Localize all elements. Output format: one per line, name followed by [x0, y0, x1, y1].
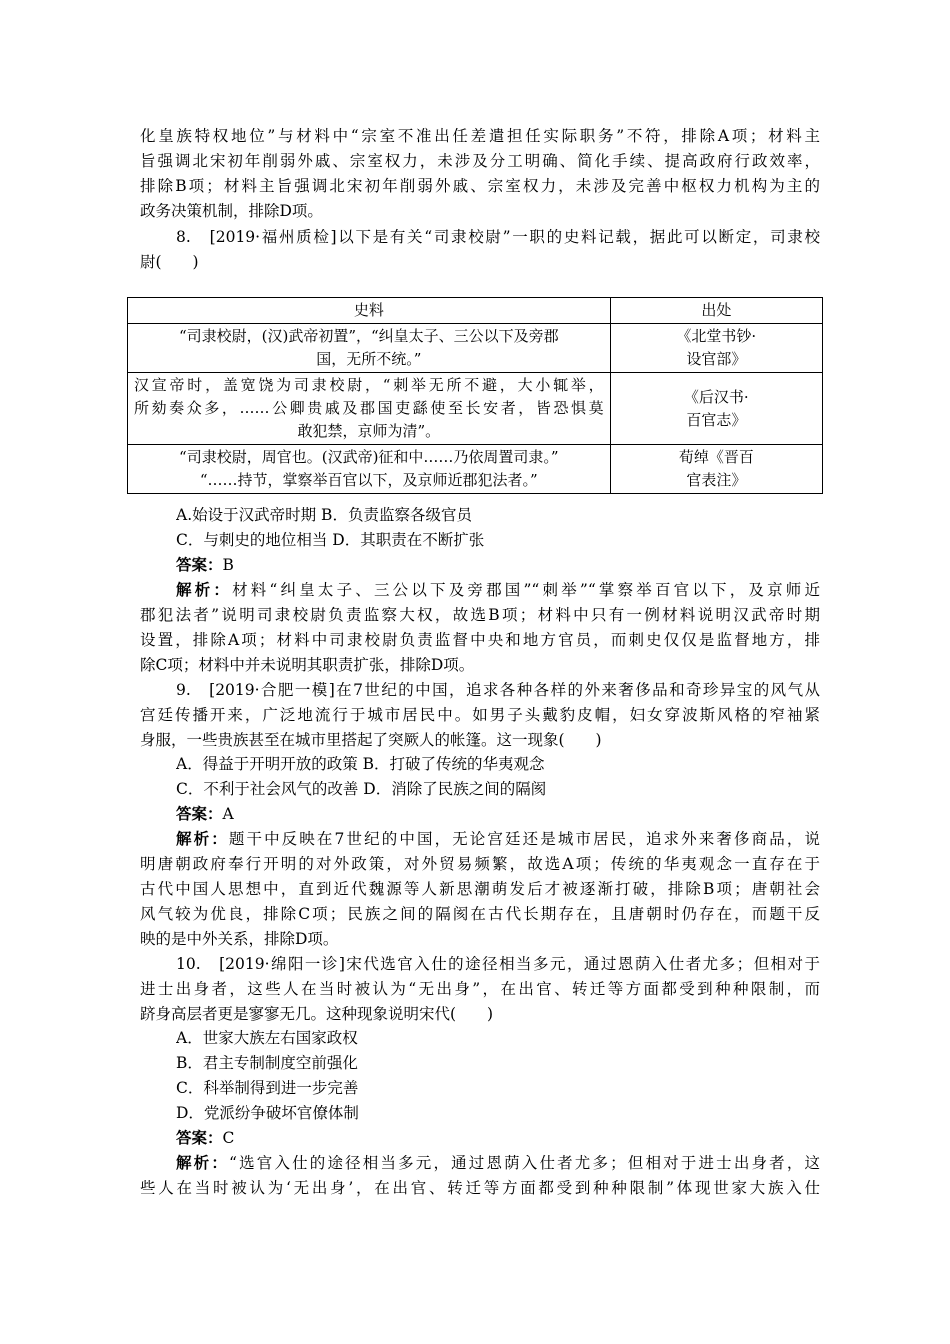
- answer-line: [176, 553, 856, 577]
- explanation-line: 古代中国人思想中，直到近代魏源等人新思潮萌发后才被逐渐打破，排除B项；唐朝社会: [140, 880, 820, 898]
- cell-text: 百官志》: [686, 410, 747, 429]
- question-10-stem: 跻身高层者更是寥寥无几。这种现象说明宋代( ): [140, 1005, 494, 1023]
- text-line: 政务决策机制，排除D项。: [140, 202, 323, 220]
- answer-value: A: [222, 805, 234, 823]
- cell-text: 所劾奏众多，……公卿贵戚及郡国吏繇使至长安者，皆恐惧莫: [134, 399, 604, 417]
- table-header: 出处: [610, 298, 822, 324]
- explanation-label: 解析：: [176, 580, 233, 599]
- table-cell: [128, 324, 611, 373]
- option-line: C．与刺史的地位相当 D．其职责在不断扩张: [176, 531, 485, 549]
- table-cell: [128, 373, 611, 445]
- question-9-stem: 9. [2019·合肥一模]在7世纪的中国，追求各种各样的外来奢侈品和奇珍异宝的风气从: [176, 681, 820, 699]
- explanation-text: “选官入仕的途径相当多元，通过恩荫入仕者尤多；但相对于进士出身者，这: [229, 1154, 820, 1172]
- table-cell: [610, 445, 822, 494]
- explanation-line: 郡犯法者”说明司隶校尉负责监察大权，故选B项；材料中只有一例材料说明汉武帝时期: [140, 606, 820, 624]
- explanation-line: 除C项；材料中并未说明其职责扩张，排除D项。: [140, 656, 475, 674]
- table-header: 史料: [128, 298, 611, 324]
- text-line: 排除B项；材料主旨强调北宋初年削弱外戚、宗室权力，未涉及完善中枢权力机构为主的: [140, 177, 820, 195]
- option-line: B．君主专制制度空前强化: [176, 1054, 358, 1072]
- answer-label: 答案：: [176, 1128, 223, 1147]
- explanation-line: [176, 578, 820, 602]
- option-line: C．不利于社会风气的改善 D．消除了民族之间的隔阂: [176, 780, 547, 798]
- question-9-stem: 宫廷传播开来，广泛地流行于城市居民中。如男子头戴豹皮帽，妇女穿波斯风格的窄袖紧: [140, 706, 820, 724]
- cell-text: 国，无所不统。”: [316, 350, 422, 368]
- cell-text: 设官部》: [686, 350, 747, 368]
- explanation-text: 题干中反映在7世纪的中国，无论宫廷还是城市居民，追求外来奢侈商品，说: [228, 830, 820, 848]
- table-row: [128, 445, 823, 494]
- table-row: [128, 373, 823, 445]
- option-line: C．科举制得到进一步完善: [176, 1079, 359, 1097]
- explanation-label: 解析：: [176, 1153, 230, 1172]
- explanation-line: 风气较为优良，排除C项；民族之间的隔阂在古代长期存在，且唐朝时仍存在，而题干反: [140, 905, 820, 923]
- cell-text: 敢犯禁，京师为清”。: [297, 422, 441, 440]
- cell-text: “司隶校尉，周官也。(汉武帝)征和中……乃依周置司隶。”: [179, 448, 559, 466]
- table-cell: [610, 373, 822, 445]
- explanation-line: [176, 827, 820, 851]
- cell-text: 荀绰《晋百: [678, 448, 754, 466]
- cell-text: 官表注》: [686, 471, 747, 489]
- table-row: [128, 324, 823, 373]
- cell-text: “司隶校尉，(汉)武帝初置”，“纠皇太子、三公以下及旁郡: [178, 327, 559, 345]
- cell-text: 《北堂书钞·: [676, 327, 757, 345]
- answer-line: [176, 1126, 856, 1150]
- table-cell: [128, 445, 611, 494]
- explanation-text: 材料“纠皇太子、三公以下及旁郡国”“刺举”“掌察举百官以下，及京师近: [232, 581, 820, 599]
- option-line: A.始设于汉武帝时期 B．负责监察各级官员: [176, 506, 472, 524]
- cell-text: 《后汉书·: [683, 387, 749, 406]
- answer-label: 答案：: [176, 804, 223, 823]
- question-8-stem: 尉( ): [140, 253, 199, 271]
- explanation-label: 解析：: [176, 829, 229, 848]
- cell-text: 汉宣帝时，盖宽饶为司隶校尉，“刺举无所不避，大小辄举，: [134, 376, 604, 394]
- answer-value: C: [222, 1129, 235, 1147]
- explanation-line: [176, 1151, 820, 1175]
- text-line: 旨强调北宋初年削弱外戚、宗室权力，未涉及分工明确、简化手续、提高政府行政效率，: [140, 152, 820, 170]
- cell-text: “……持节，掌察举百官以下，及京师近郡犯法者。”: [199, 471, 538, 489]
- option-line: A．世家大族左右国家政权: [176, 1029, 358, 1047]
- question-10-stem: 进士出身者，这些人在当时被认为“无出身”，在出官、转迁等方面都受到种种限制，而: [140, 980, 820, 998]
- explanation-line: 映的是中外关系，排除D项。: [140, 930, 339, 948]
- text-line: 化皇族特权地位”与材料中“宗室不准出任差遣担任实际职务”不符，排除A项；材料主: [140, 127, 820, 145]
- answer-value: B: [222, 556, 234, 574]
- option-line: A．得益于开明开放的政策 B．打破了传统的华夷观念: [176, 755, 545, 773]
- option-line: D．党派纷争破坏官僚体制: [176, 1104, 359, 1122]
- question-10-stem: 10. [2019·绵阳一诊]宋代选官入仕的途径相当多元，通过恩荫入仕者尤多；但相对于: [176, 955, 820, 973]
- explanation-line: 明唐朝政府奉行开明的对外政策，对外贸易频繁，故选A项；传统的华夷观念一直存在于: [140, 855, 820, 873]
- answer-label: 答案：: [176, 555, 223, 574]
- question-8-stem: 8. [2019·福州质检]以下是有关“司隶校尉”一职的史料记载，据此可以断定，司隶校: [176, 228, 820, 246]
- explanation-line: 设置，排除A项；材料中司隶校尉负责监督中央和地方官员，而刺史仅仅是监督地方，排: [140, 631, 820, 649]
- table-cell: [610, 324, 822, 373]
- table-header-row: [128, 298, 823, 324]
- question-9-stem: 身服，一些贵族甚至在城市里搭起了突厥人的帐篷。这一现象( ): [140, 731, 602, 749]
- source-table: [127, 297, 823, 494]
- explanation-line: 些人在当时被认为‘无出身’，在出官、转迁等方面都受到种种限制”体现世家大族入仕: [140, 1179, 820, 1197]
- answer-line: [176, 802, 856, 826]
